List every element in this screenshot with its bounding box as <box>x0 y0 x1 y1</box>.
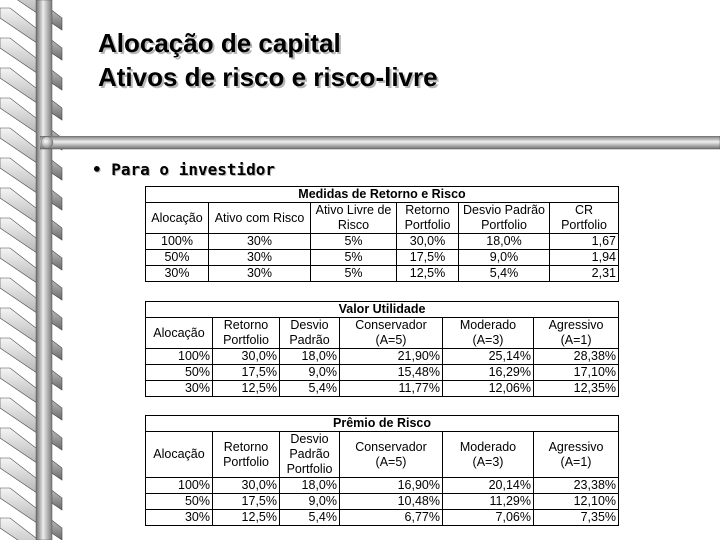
table-cell: 50% <box>146 250 209 266</box>
table-cell: 28,38% <box>534 349 619 365</box>
table-cell: 23,38% <box>534 478 619 494</box>
column-header-line: Desvio <box>290 432 329 446</box>
column-header-line: Conservador <box>355 439 427 454</box>
table-row <box>146 381 619 397</box>
column-header <box>534 432 619 478</box>
table-cell: 12,5% <box>213 381 280 397</box>
table-cell: 10,48% <box>340 494 443 510</box>
column-header-line: (A=3) <box>472 454 504 469</box>
table-cell: 30% <box>146 381 213 397</box>
column-header <box>213 432 280 478</box>
column-header-line: Ativo com Risco <box>214 210 305 225</box>
column-header <box>213 318 280 349</box>
bullet-para-o-investidor: • Para o investidor <box>92 160 276 179</box>
table-row <box>146 349 619 365</box>
table-cell: 11,77% <box>340 381 443 397</box>
column-header-line: Padrão <box>289 447 330 461</box>
table-cell: 50% <box>146 494 213 510</box>
column-header <box>340 432 443 478</box>
table-row <box>146 494 619 510</box>
table-caption: Medidas de Retorno e Risco <box>146 187 619 203</box>
column-header <box>443 318 534 349</box>
table-cell: 17,5% <box>397 250 459 266</box>
table-cell: 11,29% <box>443 494 534 510</box>
column-header <box>209 203 311 234</box>
column-header-line: Risco <box>337 218 370 232</box>
table-cell: 100% <box>146 234 209 250</box>
column-header <box>146 203 209 234</box>
table-row <box>146 250 619 266</box>
column-header-line: Portfolio <box>561 218 607 232</box>
slide-title-line-1: Alocação de capital <box>98 28 341 58</box>
column-header-line: Retorno <box>223 439 269 454</box>
table-cell: 17,10% <box>534 365 619 381</box>
column-header <box>280 432 340 478</box>
column-header-line: Alocação <box>153 325 205 340</box>
table-premio-de-risco <box>145 415 619 526</box>
column-header-line: Alocação <box>153 447 205 461</box>
table-cell: 16,29% <box>443 365 534 381</box>
table-row <box>146 266 619 282</box>
table-cell: 20,14% <box>443 478 534 494</box>
column-header-line: Agressivo <box>548 439 604 454</box>
table-cell: 100% <box>146 478 213 494</box>
column-header-line: Desvio <box>290 318 329 332</box>
column-header <box>280 318 340 349</box>
column-header-line: (A=3) <box>472 333 504 347</box>
column-header-line: Padrão <box>289 333 330 347</box>
table-cell: 30,0% <box>213 349 280 365</box>
column-header-line: Portfolio <box>404 218 451 232</box>
binder-spine-decoration <box>0 0 90 540</box>
table-valor-utilidade <box>145 301 619 397</box>
table-cell: 17,5% <box>213 494 280 510</box>
table-cell: 50% <box>146 365 213 381</box>
slide-title-line-2: Ativos de risco e risco-livre <box>98 62 438 92</box>
table-cell: 5,4% <box>280 510 340 526</box>
table-cell: 25,14% <box>443 349 534 365</box>
table-cell: 21,90% <box>340 349 443 365</box>
column-header <box>550 203 619 234</box>
table-cell: 17,5% <box>213 365 280 381</box>
table-caption: Prêmio de Risco <box>146 416 619 432</box>
column-header-line: Moderado <box>459 318 517 332</box>
table-row <box>146 234 619 250</box>
column-header-line: (A=1) <box>560 454 592 469</box>
table-caption: Valor Utilidade <box>146 302 619 318</box>
table-cell: 30,0% <box>397 234 459 250</box>
table-cell: 30% <box>209 234 311 250</box>
table-cell: 1,94 <box>550 250 619 266</box>
column-header-line: Portfolio <box>223 333 269 347</box>
column-header-line: Portfolio <box>286 462 333 476</box>
column-header-line: Portfolio <box>481 218 527 232</box>
column-header-line: Retorno <box>223 318 269 332</box>
table-row <box>146 365 619 381</box>
table-row <box>146 478 619 494</box>
column-header-line: Portfolio <box>223 454 269 469</box>
table-cell: 1,67 <box>550 234 619 250</box>
column-header <box>534 318 619 349</box>
column-header <box>146 318 213 349</box>
table-cell: 30,0% <box>213 478 280 494</box>
column-header-line: Agressivo <box>548 318 604 332</box>
table-cell: 18,0% <box>459 234 550 250</box>
table-cell: 30% <box>146 510 213 526</box>
table-cell: 12,5% <box>397 266 459 282</box>
table-cell: 30% <box>146 266 209 282</box>
table-cell: 30% <box>209 250 311 266</box>
table-cell: 15,48% <box>340 365 443 381</box>
title-divider-rule <box>40 136 720 150</box>
column-header-line: Moderado <box>459 439 517 454</box>
table-cell: 7,06% <box>443 510 534 526</box>
table-cell: 7,35% <box>534 510 619 526</box>
column-header-line: Conservador <box>355 318 427 332</box>
column-header <box>397 203 459 234</box>
table-cell: 30% <box>209 266 311 282</box>
table-cell: 12,06% <box>443 381 534 397</box>
column-header-line: (A=5) <box>375 333 407 347</box>
table-cell: 9,0% <box>280 365 340 381</box>
column-header-line: Retorno <box>405 203 450 217</box>
table-cell: 5,4% <box>280 381 340 397</box>
table-cell: 9,0% <box>280 494 340 510</box>
column-header <box>459 203 550 234</box>
column-header-line: CR <box>574 203 594 217</box>
table-cell: 5% <box>311 250 397 266</box>
table-cell: 18,0% <box>280 349 340 365</box>
table-cell: 5% <box>311 234 397 250</box>
table-cell: 18,0% <box>280 478 340 494</box>
table-cell: 9,0% <box>459 250 550 266</box>
column-header <box>340 318 443 349</box>
table-cell: 100% <box>146 349 213 365</box>
table-medidas-retorno-risco <box>145 186 619 282</box>
table-cell: 12,10% <box>534 494 619 510</box>
table-cell: 2,31 <box>550 266 619 282</box>
table-cell: 5,4% <box>459 266 550 282</box>
table-row <box>146 510 619 526</box>
table-cell: 6,77% <box>340 510 443 526</box>
column-header-line: Ativo Livre de <box>315 203 392 217</box>
column-header <box>443 432 534 478</box>
column-header <box>146 432 213 478</box>
table-cell: 12,5% <box>213 510 280 526</box>
column-header-line: Desvio Padrão <box>463 203 545 217</box>
table-cell: 16,90% <box>340 478 443 494</box>
table-cell: 5% <box>311 266 397 282</box>
column-header <box>311 203 397 234</box>
column-header-line: Alocação <box>151 210 203 225</box>
table-cell: 12,35% <box>534 381 619 397</box>
column-header-line: (A=1) <box>560 333 592 347</box>
column-header-line: (A=5) <box>375 454 407 469</box>
